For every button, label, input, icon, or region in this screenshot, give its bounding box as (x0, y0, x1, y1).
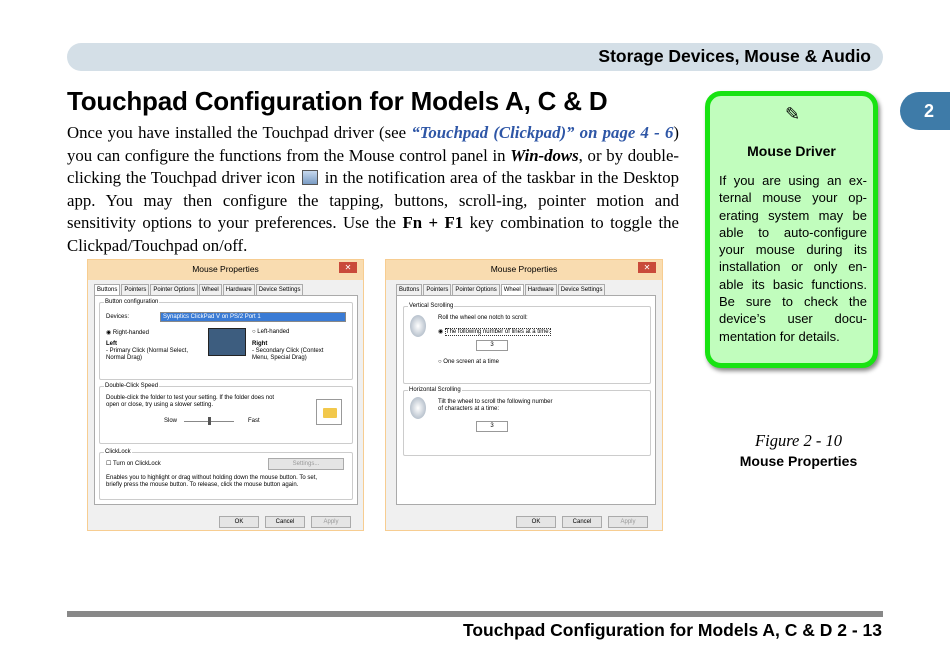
ok-button[interactable]: OK (516, 516, 556, 528)
devices-label: Devices: (106, 314, 130, 320)
apply-button[interactable]: Apply (608, 516, 648, 528)
slow-label: Slow (164, 418, 178, 424)
mouse-driver-note (705, 91, 878, 368)
group-title: ClickLock (105, 449, 131, 455)
header-bar (67, 43, 883, 71)
tab-pointer-options[interactable]: Pointer Options (150, 284, 197, 295)
clicklock-checkbox[interactable]: ☐ Turn on ClickLock (106, 461, 161, 467)
tab-buttons[interactable]: Buttons (94, 284, 120, 295)
body-text: Once you have installed the Touchpad driver (see (67, 123, 412, 142)
button-config-group (99, 299, 353, 380)
mouse-wheel-icon (410, 315, 426, 337)
slider-thumb[interactable] (208, 417, 211, 425)
tab-buttons[interactable]: Buttons (396, 284, 422, 295)
dialog-title: Mouse Properties (88, 260, 363, 280)
radio-label: One screen at a time (443, 359, 499, 365)
footer-rule (67, 611, 883, 617)
dialog-tabs (396, 284, 606, 295)
vert-desc: Roll the wheel one notch to scroll: (438, 315, 528, 321)
tab-pane (396, 295, 656, 505)
body-paragraph (67, 122, 679, 257)
device-select[interactable]: Synaptics ClickPad V on PS/2 Port 1 (160, 312, 346, 322)
horiz-desc: Tilt the wheel to scroll the following number (438, 399, 553, 405)
apply-button[interactable]: Apply (311, 516, 351, 528)
chars-spinner[interactable]: 3 (476, 421, 508, 432)
chapter-tab: 2 (900, 92, 950, 130)
dbl-desc: Double-click the folder to test your setting. If the folder does not (106, 395, 275, 401)
cancel-button[interactable]: Cancel (562, 516, 602, 528)
group-title: Vertical Scrolling (409, 303, 454, 309)
horiz-desc: of characters at a time: (438, 406, 500, 412)
body-text: key combination to toggle the Clickpad/Touchpad on/off. (67, 213, 679, 255)
right-header: Right (252, 341, 268, 347)
tab-device-settings[interactable]: Device Settings (256, 284, 304, 295)
tab-pointer-options[interactable]: Pointer Options (452, 284, 499, 295)
left-desc: - Primary Click (Normal Select, (106, 348, 189, 354)
dbl-desc: open or close, try using a slower setting. (106, 402, 214, 408)
lines-spinner[interactable]: 3 (476, 340, 508, 351)
page-heading: Touchpad Configuration for Models A, C & D (67, 86, 608, 116)
note-text: If you are using an ex-ternal mouse your op-erating system may be able to auto-configure your mouse during its installation or only en-able its basic functions. Be sure to check the device’s user docu-mentation for details. (719, 173, 867, 344)
left-desc: Normal Drag) (106, 355, 143, 361)
fast-label: Fast (248, 418, 260, 424)
clicklock-desc: Enables you to highlight or drag without holding down the mouse button. To set, (106, 475, 318, 481)
header-title: Storage Devices, Mouse & Audio (598, 46, 871, 66)
key-combo: Fn + F1 (402, 213, 464, 232)
screen-radio[interactable]: ○ One screen at a time (438, 359, 499, 365)
mouse-properties-dialog-wheel (385, 259, 663, 531)
group-title: Double-Click Speed (105, 383, 159, 389)
right-desc: - Secondary Click (Context (252, 348, 324, 354)
tab-pane (94, 295, 358, 505)
radio-label: Left-handed (257, 329, 290, 335)
checkbox-label: Turn on ClickLock (112, 461, 161, 467)
close-button[interactable]: ✕ (638, 262, 656, 273)
double-click-group (99, 383, 353, 444)
lines-radio[interactable]: ◉ The following number of lines at a time: (438, 329, 551, 335)
touchpad-clickpad-link[interactable]: “Touchpad (Clickpad)” on (411, 123, 598, 142)
tab-device-settings[interactable]: Device Settings (558, 284, 606, 295)
note-title: Mouse Driver (747, 143, 836, 159)
clicklock-group (99, 449, 353, 500)
right-handed-radio[interactable]: ◉ Right-handed (106, 330, 149, 336)
right-desc: Menu, Special Drag) (252, 355, 307, 361)
group-title: Horizontal Scrolling (409, 387, 461, 393)
ok-button[interactable]: OK (219, 516, 259, 528)
mouse-tilt-icon (410, 397, 426, 419)
body-text: in the notification area of the taskbar in the Desktop app. You may then configure the tapping, buttons, scroll-ing, pointer motion and sensitivity options to your preferences. Use the (67, 168, 679, 232)
clicklock-desc: briefly press the mouse button. To release, click the mouse button again. (106, 482, 299, 488)
radio-label: Right-handed (112, 330, 149, 336)
dialog-title: Mouse Properties (386, 260, 662, 280)
page-link[interactable]: page 4 - 6 (602, 123, 674, 142)
windows-term: Win-dows (510, 145, 579, 165)
body-text: ) you can configure the functions from the Mouse control panel in (67, 123, 679, 165)
horizontal-scrolling-group (403, 387, 651, 456)
tab-hardware[interactable]: Hardware (223, 284, 255, 295)
figure-caption: Mouse Properties (739, 453, 858, 469)
settings-button[interactable]: Settings... (268, 458, 344, 470)
tab-pointers[interactable]: Pointers (121, 284, 149, 295)
folder-icon (323, 408, 337, 418)
clickpad-image (208, 328, 246, 356)
radio-label: The following number of lines at a time: (445, 329, 551, 335)
cancel-button[interactable]: Cancel (265, 516, 305, 528)
left-header: Left (106, 341, 117, 347)
group-title: Button configuration (105, 299, 159, 305)
tab-wheel[interactable]: Wheel (199, 284, 222, 295)
left-handed-radio[interactable]: ○ Left-handed (252, 329, 290, 335)
body-text: , or by double-clicking the Touchpad driver icon (67, 145, 680, 187)
close-button[interactable]: ✕ (339, 262, 357, 273)
mouse-properties-dialog-buttons (87, 259, 364, 531)
tab-pointers[interactable]: Pointers (423, 284, 451, 295)
tab-hardware[interactable]: Hardware (525, 284, 557, 295)
pen-icon: ✎ (785, 104, 801, 124)
test-folder[interactable] (316, 399, 342, 425)
dialog-tabs (94, 284, 304, 295)
footer-text: Touchpad Configuration for Models A, C & D 2 - 13 (462, 620, 882, 640)
tab-wheel[interactable]: Wheel (501, 284, 524, 295)
vertical-scrolling-group (403, 303, 651, 384)
touchpad-driver-icon (302, 170, 318, 185)
figure-number: Figure 2 - 10 (755, 431, 842, 450)
